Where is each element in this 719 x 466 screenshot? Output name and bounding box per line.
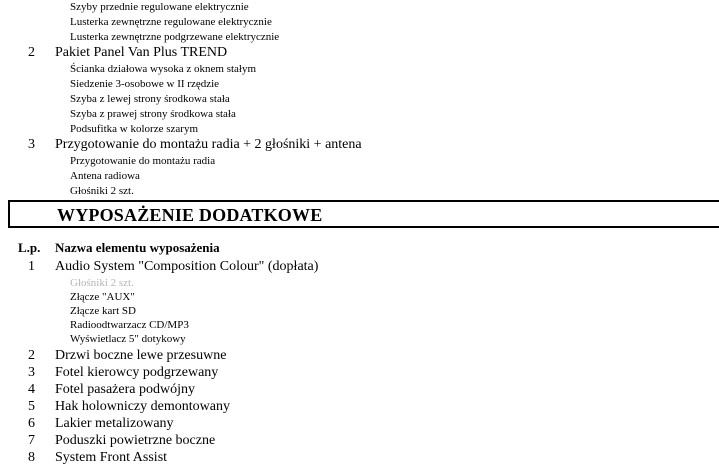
subitem: Szyba z lewej strony środkowa stała	[70, 93, 230, 105]
item-label: Fotel kierowcy podgrzewany	[55, 365, 219, 380]
item-number: 1	[28, 259, 35, 274]
subitem: Złącze "AUX"	[70, 291, 135, 303]
subitem: Radioodtwarzacz CD/MP3	[70, 319, 189, 331]
item-label: Lakier metalizowany	[55, 416, 174, 431]
item-number: 3	[28, 365, 35, 380]
item-label: Drzwi boczne lewe przesuwne	[55, 348, 227, 363]
item-label: Poduszki powietrzne boczne	[55, 433, 216, 448]
item-number: 4	[28, 382, 35, 397]
subitem: Podsufitka w kolorze szarym	[70, 123, 198, 135]
item-number: 2	[28, 348, 35, 363]
item-number: 6	[28, 416, 35, 431]
item-number: 8	[28, 450, 35, 465]
item-number: 3	[28, 137, 35, 152]
subitem: Przygotowanie do montażu radia	[70, 155, 216, 167]
item-label: Pakiet Panel Van Plus TREND	[55, 45, 228, 60]
item-number: 7	[28, 433, 35, 448]
subitem: Lusterka zewnętrzne regulowane elektrycznie	[70, 16, 272, 28]
subitem: Ścianka działowa wysoka z oknem stałym	[70, 63, 257, 75]
subitem: Antena radiowa	[70, 170, 140, 182]
section-title: WYPOSAŻENIE DODATKOWE	[57, 205, 323, 225]
section-header-box	[8, 200, 719, 228]
subitem: Siedzenie 3-osobowe w II rzędzie	[70, 78, 220, 90]
subitem: Głośniki 2 szt.	[70, 185, 134, 197]
item-number: 2	[28, 45, 35, 60]
item-number: 5	[28, 399, 35, 414]
item-label: System Front Assist	[55, 450, 168, 465]
item-label: Fotel pasażera podwójny	[55, 382, 195, 397]
item-label: Audio System "Composition Colour" (dopłata)	[55, 259, 319, 274]
item-label: Hak holowniczy demontowany	[55, 399, 230, 414]
column-header-name: Nazwa elementu wyposażenia	[55, 240, 220, 255]
subitem: Lusterka zewnętrzne podgrzewane elektrycznie	[70, 31, 280, 43]
subitem: Głośniki 2 szt.	[70, 277, 134, 289]
subitem: Wyświetlacz 5" dotykowy	[70, 333, 186, 345]
column-header-lp: L.p.	[18, 240, 41, 255]
subitem: Szyba z prawej strony środkowa stała	[70, 108, 236, 120]
subitem: Złącze kart SD	[70, 305, 136, 317]
subitem: Szyby przednie regulowane elektrycznie	[70, 1, 249, 13]
item-label: Przygotowanie do montażu radia + 2 głośniki + antena	[55, 137, 362, 152]
